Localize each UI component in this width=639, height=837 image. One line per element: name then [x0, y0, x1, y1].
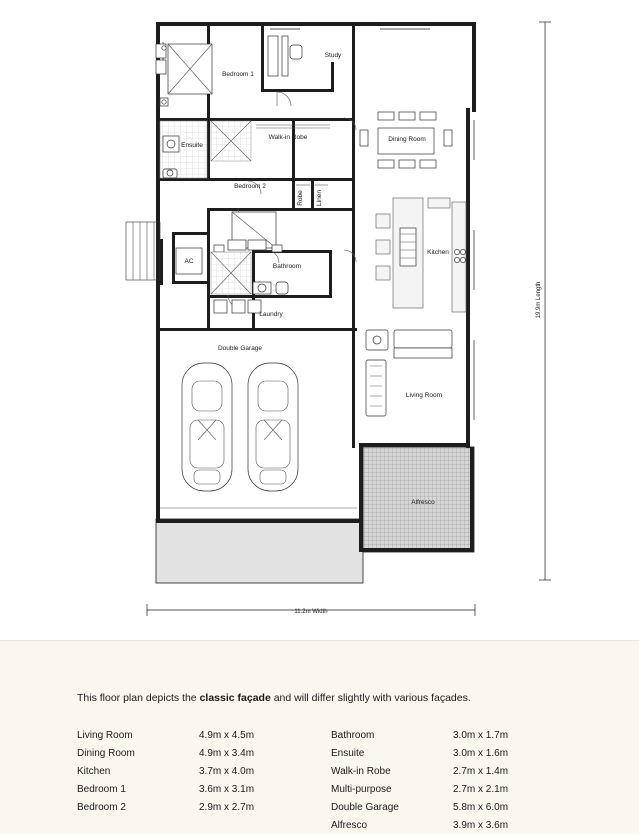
room-label-laundry: Laundry	[259, 311, 283, 318]
schedule-room-size: 2.7m x 1.4m	[453, 766, 509, 777]
facade-note-bold: classic façade	[199, 692, 271, 704]
schedule-room-name: Multi-purpose	[331, 784, 392, 795]
laundry-fixtures	[214, 300, 261, 313]
schedule-room-name: Bathroom	[331, 730, 375, 741]
schedule-room-name: Bedroom 1	[77, 784, 126, 795]
room-label-kitchen: Kitchen	[427, 249, 449, 256]
schedule-row	[331, 801, 581, 814]
room-label-linen: Linen	[316, 190, 323, 206]
schedule-room-size: 3.0m x 1.7m	[453, 730, 509, 741]
room-schedule-left	[77, 729, 327, 819]
room-label-bedroom-1: Bedroom 1	[222, 71, 254, 78]
schedule-room-name: Alfresco	[331, 820, 368, 831]
schedule-room-name: Dining Room	[77, 748, 135, 759]
schedule-row	[77, 783, 327, 796]
facade-note-pre: This floor plan depicts the	[77, 692, 200, 704]
living-furniture	[366, 330, 452, 416]
length-dimension-label: 19.9m Length	[536, 281, 542, 319]
facade-note-post: and will differ slightly with various façades.	[270, 692, 471, 704]
schedule-row	[331, 747, 581, 760]
schedule-room-size: 4.9m x 4.5m	[199, 730, 255, 741]
schedule-room-size: 3.6m x 3.1m	[199, 784, 255, 795]
room-label-bathroom: Bathroom	[272, 263, 302, 270]
walk-in-robe-shower	[211, 121, 251, 161]
schedule-room-size: 2.7m x 2.1m	[453, 784, 509, 795]
schedule-room-size: 3.0m x 1.6m	[453, 748, 509, 759]
schedule-row	[77, 747, 327, 760]
room-label-ensuite: Ensuite	[181, 142, 203, 149]
schedule-room-size: 2.9m x 2.7m	[199, 802, 255, 813]
ensuite-fixtures	[160, 121, 207, 178]
schedule-room-name: Walk-in Robe	[331, 766, 391, 777]
schedule-row	[77, 801, 327, 814]
schedule-room-name: Living Room	[77, 730, 133, 741]
room-label-ac: AC	[184, 258, 194, 265]
left-screen	[126, 222, 160, 280]
kitchen-furniture	[376, 198, 466, 312]
schedule-room-size: 5.8m x 6.0m	[453, 802, 509, 813]
room-label-walk-in-robe: Walk-in Robe	[268, 134, 308, 141]
room-label-study: Study	[324, 52, 342, 59]
schedule-row	[331, 819, 581, 832]
bedroom2-furniture	[214, 212, 282, 252]
facade-note	[77, 692, 577, 704]
schedule-room-size: 3.9m x 3.6m	[453, 820, 509, 831]
schedule-row	[331, 765, 581, 778]
room-label-alfresco: Alfresco	[411, 499, 435, 506]
bathroom-fixtures	[211, 252, 288, 294]
driveway-slab	[156, 519, 363, 583]
schedule-row	[77, 765, 327, 778]
width-dimension-label: 11.2m Width	[294, 609, 328, 615]
schedule-room-size: 3.7m x 4.0m	[199, 766, 255, 777]
garage-cars	[182, 363, 298, 491]
study-furniture	[268, 36, 302, 76]
footer-panel	[0, 640, 639, 834]
room-schedule-right	[331, 729, 581, 837]
room-label-double-garage: Double Garage	[217, 345, 263, 352]
room-label-robe: Robe	[297, 190, 304, 206]
schedule-room-size: 4.9m x 3.4m	[199, 748, 255, 759]
room-label-living-room: Living Room	[405, 392, 443, 399]
schedule-row	[77, 729, 327, 742]
schedule-room-name: Kitchen	[77, 766, 111, 777]
schedule-row	[331, 729, 581, 742]
schedule-room-name: Double Garage	[331, 802, 399, 813]
schedule-row	[331, 783, 581, 796]
room-label-dining-room: Dining Room	[388, 136, 426, 143]
room-label-bedroom-2: Bedroom 2	[234, 183, 266, 190]
schedule-room-name: Ensuite	[331, 748, 365, 759]
schedule-room-name: Bedroom 2	[77, 802, 126, 813]
bedroom1-furniture	[156, 44, 212, 106]
